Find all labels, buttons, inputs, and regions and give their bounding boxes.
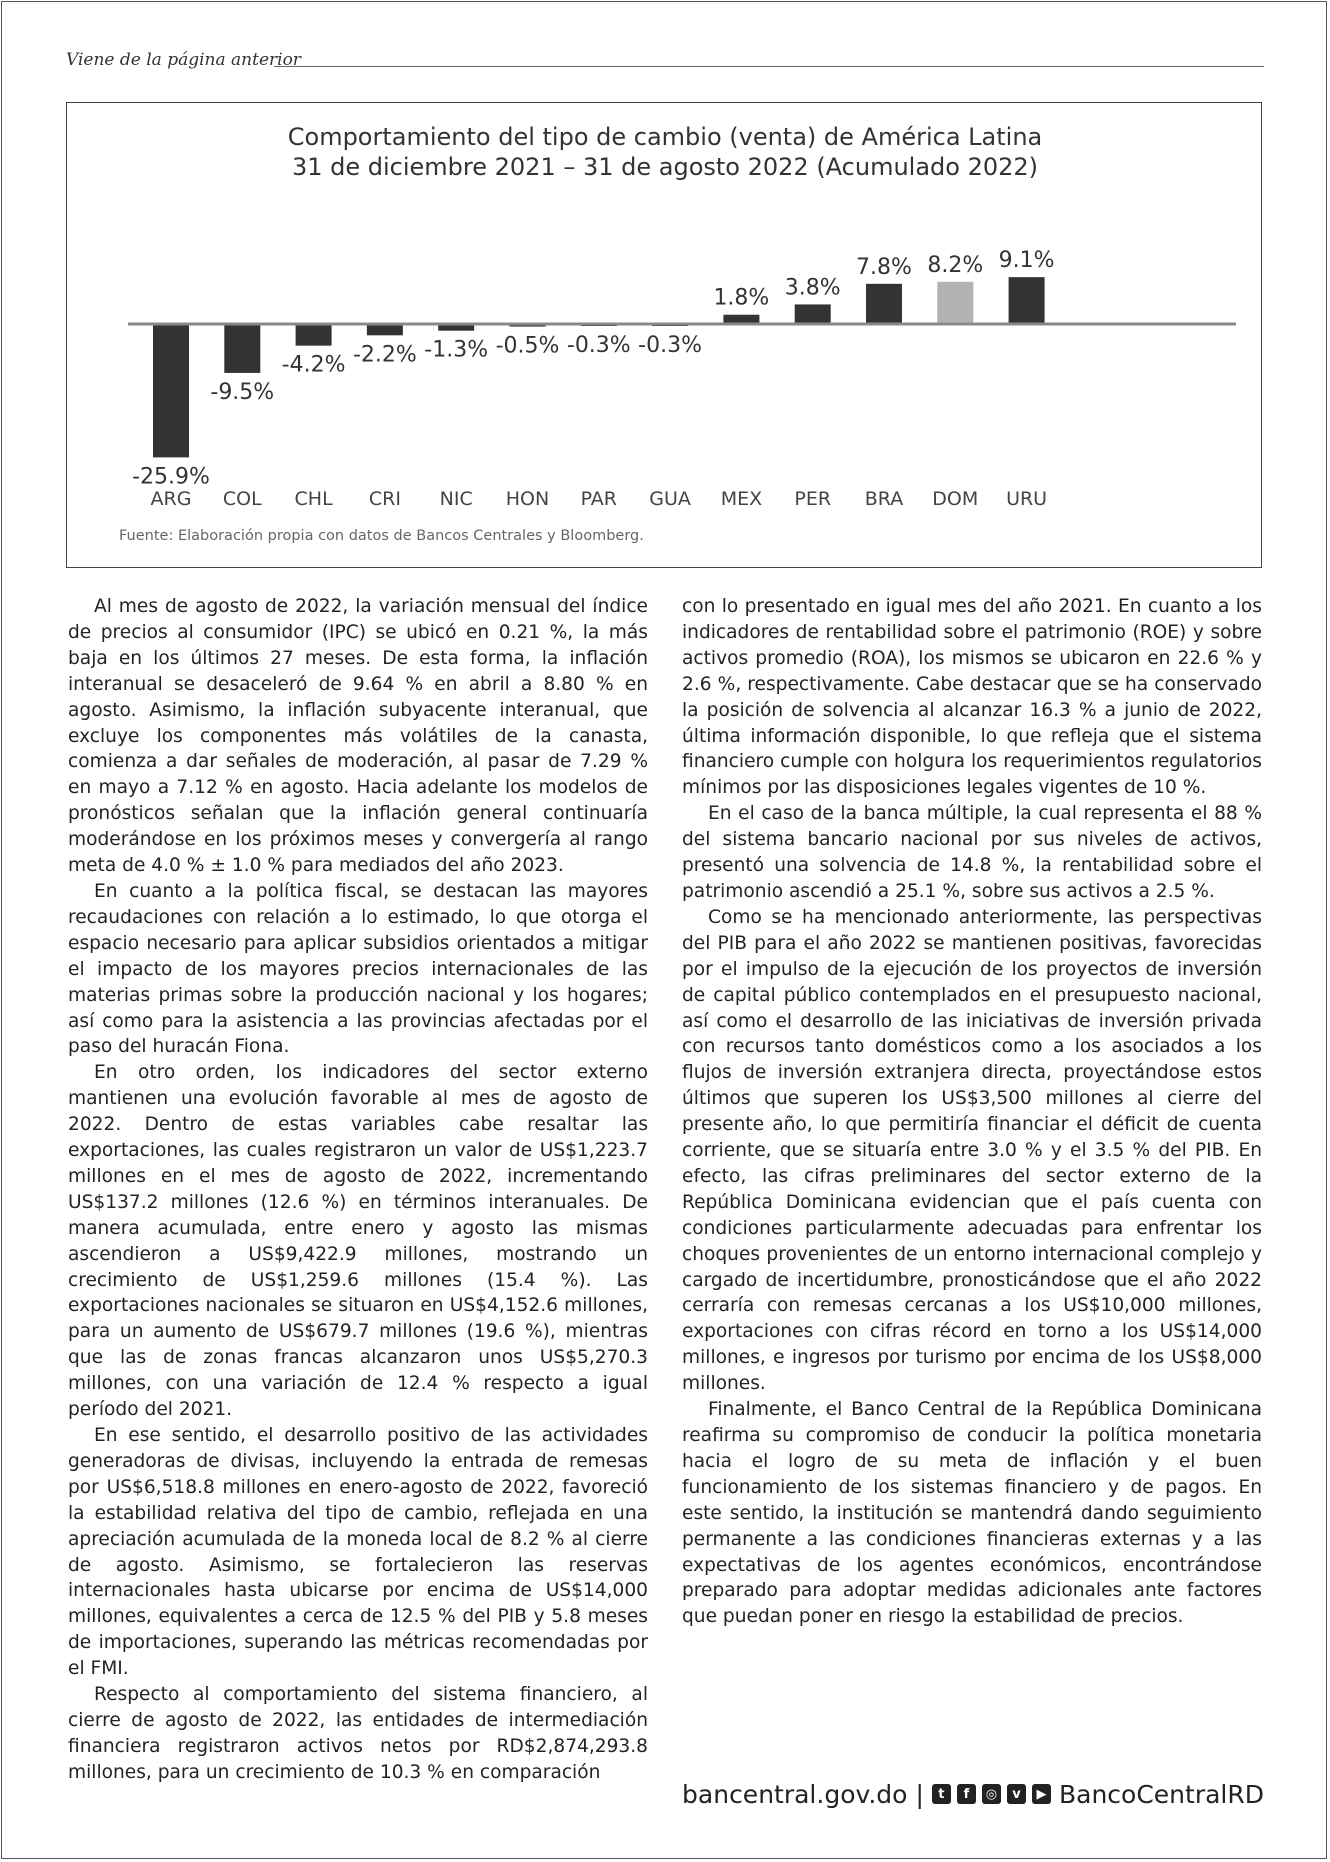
paragraph: con lo presentado en igual mes del año 2021. En cuanto a los indicadores de rentabilidad sobre el patrimonio (ROE) y sobre activos promedio (ROA), los mismos se ubicaron en 22.6 % y 2.6 %, respectivamente. Cabe destacar que se ha conservado la posición de solvencia al alcanzar 16.3 % a junio de 2022, última información disponible, lo que refleja que el sistema financiero cumple con holgura los requerimientos regulatorios mínimos por las disposiciones legales vigentes de 10 %. bbox=[682, 596, 1262, 799]
bar-per bbox=[795, 304, 831, 324]
category-label-nic: NIC bbox=[439, 488, 473, 510]
bar-uru bbox=[1009, 277, 1045, 324]
data-label-arg: -25.9% bbox=[132, 464, 210, 490]
data-label-bra: 7.8% bbox=[856, 254, 912, 280]
data-label-mex: 1.8% bbox=[713, 285, 770, 311]
data-label-nic: -1.3% bbox=[424, 337, 489, 363]
chart-subtitle: 31 de diciembre 2021 – 31 de agosto 2022 (Acumulado 2022) bbox=[291, 153, 1039, 181]
category-label-per: PER bbox=[794, 488, 832, 510]
data-label-par: -0.3% bbox=[566, 333, 631, 358]
chart-title: Comportamiento del tipo de cambio (venta) de América Latina bbox=[287, 123, 1043, 151]
data-label-hon: -0.5% bbox=[495, 333, 560, 359]
continued-label: Viene de la página anterior bbox=[66, 50, 301, 70]
category-label-chl: CHL bbox=[294, 488, 333, 510]
data-label-cri: -2.2% bbox=[352, 342, 417, 368]
category-label-hon: HON bbox=[505, 488, 550, 510]
data-label-chl: -4.2% bbox=[281, 352, 346, 378]
bar-chl bbox=[296, 324, 332, 346]
paragraph: En el caso de la banca múltiple, la cual representa el 88 % del sistema bancario nacional por sus niveles de activos, presentó una solvencia de 14.8 %, la rentabilidad sobre el patrimonio ascendió a 25.1 %, sobre sus activos a 2.5 %. bbox=[682, 803, 1262, 902]
exchange-rate-chart bbox=[66, 102, 1262, 568]
category-label-arg: ARG bbox=[150, 488, 192, 510]
instagram-icon[interactable]: ◎ bbox=[982, 1784, 1001, 1804]
website-link[interactable]: bancentral.gov.do bbox=[682, 1779, 908, 1809]
paragraph: En ese sentido, el desarrollo positivo de las actividades generadoras de divisas, incluyendo la entrada de remesas por US$6,518.8 millones en enero-agosto de 2022, favoreció la estabilidad relativa del tipo de cambio, reflejada en una apreciación acumulada de la moneda local de 8.2 % al cierre de agosto. Asimismo, se fortalecieron las reservas internacionales hasta ubicarse por encima de US$14,000 millones, equivalentes a cerca de 12.5 % del PIB y 5.8 meses de importaciones, superando las métricas recomendadas por el FMI. bbox=[68, 1425, 648, 1680]
category-label-cri: CRI bbox=[368, 488, 401, 510]
vimeo-icon[interactable]: v bbox=[1007, 1784, 1026, 1804]
bar-dom bbox=[937, 282, 973, 324]
twitter-icon[interactable]: t bbox=[932, 1784, 951, 1804]
data-label-per: 3.8% bbox=[784, 275, 841, 301]
category-label-mex: MEX bbox=[720, 488, 763, 510]
continued-header bbox=[66, 50, 1264, 76]
category-label-dom: DOM bbox=[932, 488, 979, 510]
social-handle[interactable]: BancoCentralRD bbox=[1058, 1779, 1264, 1809]
category-label-bra: BRA bbox=[864, 488, 904, 510]
footer bbox=[682, 1774, 1264, 1814]
paragraph: Como se ha mencionado anteriormente, las perspectivas del PIB para el año 2022 se mantienen positivas, favorecidas por el impulso de la ejecución de los proyectos de inversión de capital público contemplados en el presupuesto nacional, así como el desarrollo de las iniciativas de inversión privada con recursos tanto domésticos como a los asociados a los flujos de inversión extranjera directa, proyectándose estos últimos que superen los US$3,500 millones al cierre del presente año, lo que permitiría financiar el déficit de cuenta corriente, que se situaría entre 3.0 % y el 3.5 % del PIB. En efecto, las cifras preliminares del sector externo de la República Dominicana evidencian que el país cuenta con condiciones particularmente adecuadas para enfrentar los choques provenientes de un entorno internacional complejo y cargado de incertidumbre, pronosticándose que el año 2022 cerraría con remesas cercanas a los US$10,000 millones, exportaciones con cifras récord en torno a los US$14,000 millones, e ingresos por turismo por encima de los US$8,000 millones. bbox=[682, 906, 1262, 1395]
data-label-gua: -0.3% bbox=[638, 333, 703, 358]
chart-source: Fuente: Elaboración propia con datos de Bancos Centrales y Bloomberg. bbox=[119, 528, 644, 544]
youtube-icon[interactable]: ▶ bbox=[1032, 1784, 1051, 1804]
left-column bbox=[68, 594, 648, 1786]
facebook-icon[interactable]: f bbox=[957, 1784, 976, 1804]
bar-chart-svg bbox=[67, 103, 1263, 569]
paragraph: En otro orden, los indicadores del sector externo mantienen una evolución favorable al mes de agosto de 2022. Dentro de estas variables cabe resaltar las exportaciones, las cuales registraron un valor de US$1,223.7 millones en el mes de agosto de 2022, incrementando US$137.2 millones (12.6 %) en términos interanuales. De manera acumulada, entre enero y agosto las mismas ascendieron a US$9,422.9 millones, mostrando un crecimiento de US$1,259.6 millones (15.4 %). Las exportaciones nacionales se situaron en US$4,152.6 millones, para un aumento de US$679.7 millones (19.6 %), mientras que las de zonas francas alcanzaron unos US$5,270.3 millones, con una variación de 12.4 % respecto a igual período del 2021. bbox=[68, 1062, 648, 1421]
paragraph: Finalmente, el Banco Central de la República Dominicana reafirma su compromiso de conducir la política monetaria hacia el logro de su meta de inflación y el buen funcionamiento de los sistemas financiero y de pagos. En este sentido, la institución se mantendrá dando seguimiento permanente a las condiciones financieras externas y a las expectativas de los agentes económicos, encontrándose preparado para adoptar medidas adicionales ante factores que puedan poner en riesgo la estabilidad de precios. bbox=[682, 1399, 1262, 1628]
paragraph: En cuanto a la política fiscal, se destacan las mayores recaudaciones con relación a lo estimado, lo que otorga el espacio necesario para aplicar subsidios orientados a mitigar el impacto de los mayores precios internacionales de las materias primas sobre la producción nacional y los hogares; así como para la asistencia a las provincias afectadas por el paso del huracán Fiona. bbox=[68, 880, 648, 1058]
header-rule bbox=[274, 66, 1264, 67]
category-label-uru: URU bbox=[1006, 488, 1048, 510]
bar-cri bbox=[367, 324, 403, 335]
category-label-gua: GUA bbox=[649, 488, 691, 510]
data-label-dom: 8.2% bbox=[927, 252, 984, 278]
data-label-uru: 9.1% bbox=[998, 248, 1055, 274]
category-label-par: PAR bbox=[580, 488, 618, 510]
paragraph: Respecto al comportamiento del sistema financiero, al cierre de agosto de 2022, las entidades de intermediación financiera registraron activos netos por RD$2,874,293.8 millones, para un crecimiento de 10.3 % en comparación bbox=[68, 1684, 648, 1783]
paragraph: Al mes de agosto de 2022, la variación mensual del índice de precios al consumidor (IPC) se ubicó en 0.21 %, la más baja en los últimos 27 meses. De esta forma, la inflación interanual se desaceleró de 9.64 % en abril a 8.80 % en agosto. Asimismo, la inflación subyacente interanual, que excluye los componentes más volátiles de la canasta, comienza a dar señales de moderación, al pasar de 7.29 % en mayo a 7.12 % en agosto. Hacia adelante los modelos de pronósticos señalan que la inflación general continuaría moderándose en los próximos meses y convergería al rango meta de 4.0 % ± 1.0 % para mediados del año 2023. bbox=[68, 596, 648, 877]
right-column bbox=[682, 594, 1262, 1630]
bar-bra bbox=[866, 284, 902, 324]
category-label-col: COL bbox=[222, 488, 262, 510]
bar-arg bbox=[153, 324, 189, 457]
footer-separator: | bbox=[915, 1779, 924, 1809]
bar-col bbox=[224, 324, 260, 373]
data-label-col: -9.5% bbox=[210, 379, 275, 405]
